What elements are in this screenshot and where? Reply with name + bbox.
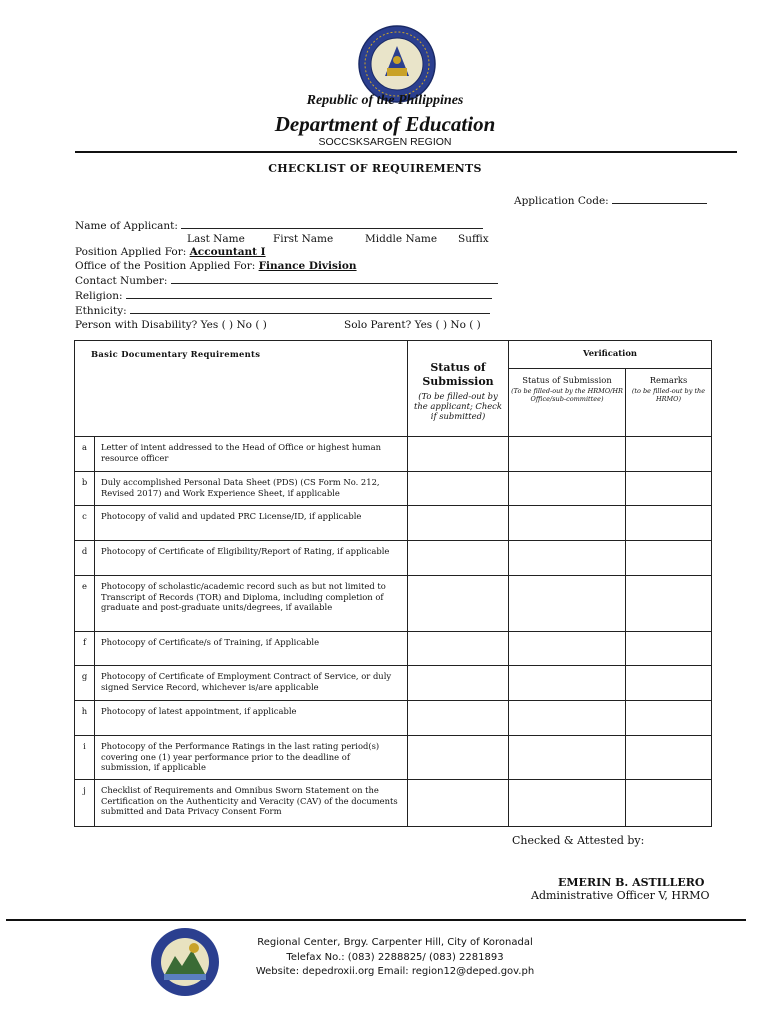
requirements-rows [75,437,712,827]
office-field [75,260,357,272]
requirement-row [75,701,712,736]
requirement-letter: f [75,632,95,666]
applicant-name-label: Name of Applicant: [75,220,178,232]
requirement-row [75,576,712,632]
remarks-cell[interactable] [626,541,712,576]
verification-status-cell[interactable] [509,576,626,632]
requirement-description: Photocopy of latest appointment, if applicable [95,701,408,736]
remarks-note: (to be filled-out by the HRMO) [631,387,706,403]
applicant-status-cell[interactable] [408,632,509,666]
requirement-letter: c [75,506,95,541]
requirement-description: Photocopy of the Performance Ratings in the last rating period(s) covering one (1) year performance prior to the deadline of submission, if applicable [95,736,408,780]
contact-field[interactable] [75,275,498,287]
requirement-row [75,506,712,541]
remarks-cell[interactable] [626,506,712,541]
footer-address: Regional Center, Brgy. Carpenter Hill, City of Koronadal [257,937,533,948]
requirement-letter: a [75,437,95,472]
requirement-letter: i [75,736,95,780]
verification-status-header [509,369,626,437]
ethnicity-line[interactable] [130,313,490,314]
requirement-row [75,780,712,827]
religion-field[interactable] [75,290,492,302]
requirements-table [74,340,712,827]
ethnicity-field[interactable] [75,305,490,317]
requirement-letter: g [75,666,95,701]
name-part-last: Last Name [187,233,245,245]
verification-status-cell[interactable] [509,736,626,780]
verification-status-cell[interactable] [509,541,626,576]
region-heading: SOCCSKSARGEN REGION [318,136,452,148]
application-code-label: Application Code: [514,195,609,207]
requirement-row [75,666,712,701]
requirement-description: Photocopy of scholastic/academic record such as but not limited to Transcript of Records (TOR) and Diploma, including completion of graduate and post-graduate units/degrees, if available [95,576,408,632]
checked-attested-label: Checked & Attested by: [512,834,645,847]
remarks-cell[interactable] [626,666,712,701]
remarks-header [626,369,712,437]
footer-contact: Website: depedroxii.org Email: region12@deped.gov.ph [255,966,535,977]
name-part-first: First Name [273,233,334,245]
header-divider [75,151,737,153]
requirement-letter: e [75,576,95,632]
requirement-description: Letter of intent addressed to the Head of Office or highest human resource officer [95,437,408,472]
republic-heading: Republic of the Philippines [306,93,464,108]
status-submission-title: Status of Submission [422,361,494,388]
requirement-description: Duly accomplished Personal Data Sheet (PDS) (CS Form No. 212, Revised 2017) and Work Experience Sheet, if applicable [95,472,408,506]
verification-status-cell[interactable] [509,666,626,701]
page-title: CHECKLIST OF REQUIREMENTS [268,162,482,175]
requirement-row [75,736,712,780]
status-submission-header [408,341,509,437]
verification-status-cell[interactable] [509,632,626,666]
applicant-status-cell[interactable] [408,666,509,701]
verification-status-cell[interactable] [509,437,626,472]
footer-telefax: Telefax No.: (083) 2288825/ (083) 2281893 [286,952,504,963]
footer-divider [6,919,746,921]
applicant-name-field[interactable] [75,220,483,232]
verification-header: Verification [509,341,712,369]
remarks-cell[interactable] [626,472,712,506]
verification-status-cell[interactable] [509,780,626,827]
name-part-suffix: Suffix [458,233,489,245]
office-label: Office of the Position Applied For: [75,260,256,272]
application-code-field[interactable] [514,195,707,207]
position-value: Accountant I [189,246,266,258]
regional-office-seal-logo [142,926,228,998]
application-code-line[interactable] [612,203,707,204]
applicant-status-cell[interactable] [408,437,509,472]
requirement-description: Photocopy of valid and updated PRC License/ID, if applicable [95,506,408,541]
status-submission-note: (To be filled-out by the applicant; Check if submitted) [414,391,502,421]
requirement-letter: b [75,472,95,506]
contact-label: Contact Number: [75,275,168,287]
verification-status-cell[interactable] [509,472,626,506]
position-label: Position Applied For: [75,246,187,258]
verification-status-title: Status of Submission [522,375,612,385]
requirement-description: Checklist of Requirements and Omnibus Sworn Statement on the Certification on the Authenticity and Veracity (CAV) of the documents submitted and Data Privacy Consent Form [95,780,408,827]
remarks-cell[interactable] [626,632,712,666]
requirement-letter: j [75,780,95,827]
requirement-description: Photocopy of Certificate/s of Training, if Applicable [95,632,408,666]
requirement-row [75,541,712,576]
applicant-status-cell[interactable] [408,780,509,827]
applicant-status-cell[interactable] [408,472,509,506]
applicant-status-cell[interactable] [408,736,509,780]
verification-status-cell[interactable] [509,506,626,541]
applicant-status-cell[interactable] [408,506,509,541]
remarks-cell[interactable] [626,576,712,632]
remarks-cell[interactable] [626,780,712,827]
name-part-middle: Middle Name [365,233,438,245]
remarks-cell[interactable] [626,437,712,472]
remarks-cell[interactable] [626,701,712,736]
contact-line[interactable] [171,283,498,284]
signatory-position: Administrative Officer V, HRMO [531,889,710,902]
position-field [75,246,266,258]
requirement-description: Photocopy of Certificate of Employment Contract of Service, or duly signed Service Record, whichever is/are applicable [95,666,408,701]
deped-seal-logo [357,24,437,104]
basic-requirements-header: Basic Documentary Requirements [75,341,408,437]
signatory-name: EMERIN B. ASTILLERO [558,876,705,889]
remarks-cell[interactable] [626,736,712,780]
requirement-row [75,472,712,506]
applicant-status-cell[interactable] [408,541,509,576]
requirement-row [75,632,712,666]
religion-line[interactable] [126,298,492,299]
verification-status-note: (To be filled-out by the HRMO/HR Office/sub-committee) [511,387,623,403]
department-heading: Department of Education [274,112,496,136]
solo-parent-field[interactable]: Solo Parent? Yes ( ) No ( ) [344,319,481,331]
requirement-description: Photocopy of Certificate of Eligibility/Report of Rating, if applicable [95,541,408,576]
applicant-status-cell[interactable] [408,701,509,736]
applicant-name-line[interactable] [181,228,483,229]
religion-label: Religion: [75,290,123,302]
remarks-title: Remarks [649,375,688,385]
verification-status-cell[interactable] [509,701,626,736]
requirement-row [75,437,712,472]
pwd-field[interactable]: Person with Disability? Yes ( ) No ( ) [75,319,267,331]
ethnicity-label: Ethnicity: [75,305,127,317]
office-value: Finance Division [258,260,357,272]
applicant-status-cell[interactable] [408,576,509,632]
requirement-letter: h [75,701,95,736]
requirement-letter: d [75,541,95,576]
